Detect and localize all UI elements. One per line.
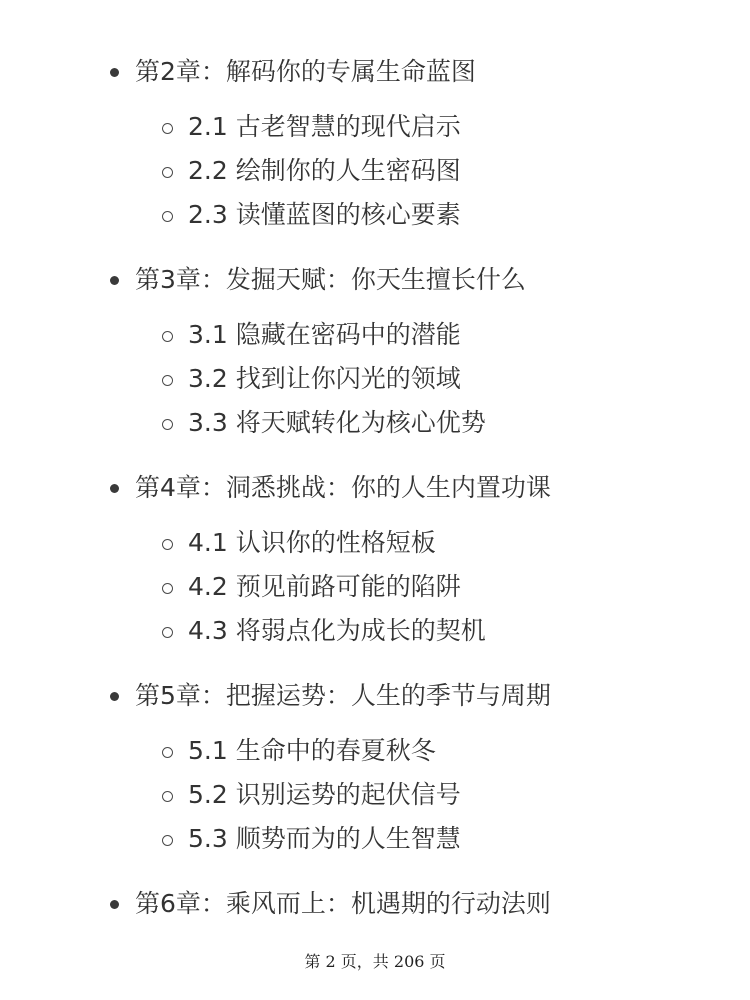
toc-section bbox=[0, 818, 750, 862]
toc-section bbox=[0, 774, 750, 818]
section-list bbox=[0, 100, 750, 252]
hollow-bullet-icon bbox=[162, 583, 173, 594]
hollow-bullet-icon bbox=[162, 211, 173, 222]
chapter-row bbox=[0, 668, 750, 724]
toc-section bbox=[0, 358, 750, 402]
section-title: 4.2 预见前路可能的陷阱 bbox=[188, 572, 461, 601]
toc-chapter bbox=[0, 460, 750, 668]
toc-section bbox=[0, 566, 750, 610]
filled-bullet-icon bbox=[110, 276, 119, 285]
section-title: 4.3 将弱点化为成长的契机 bbox=[188, 616, 486, 645]
filled-bullet-icon bbox=[110, 900, 119, 909]
section-title: 4.1 认识你的性格短板 bbox=[188, 528, 436, 557]
toc-section bbox=[0, 402, 750, 446]
hollow-bullet-icon bbox=[162, 331, 173, 342]
section-list bbox=[0, 724, 750, 876]
table-of-contents bbox=[0, 44, 750, 932]
chapter-row bbox=[0, 876, 750, 932]
section-title: 3.2 找到让你闪光的领域 bbox=[188, 364, 461, 393]
section-list bbox=[0, 516, 750, 668]
chapter-row bbox=[0, 252, 750, 308]
chapter-row bbox=[0, 460, 750, 516]
section-title: 3.3 将天赋转化为核心优势 bbox=[188, 408, 486, 437]
hollow-bullet-icon bbox=[162, 123, 173, 134]
hollow-bullet-icon bbox=[162, 167, 173, 178]
hollow-bullet-icon bbox=[162, 375, 173, 386]
section-title: 5.2 识别运势的起伏信号 bbox=[188, 780, 461, 809]
hollow-bullet-icon bbox=[162, 627, 173, 638]
section-title: 2.3 读懂蓝图的核心要素 bbox=[188, 200, 461, 229]
toc-section bbox=[0, 106, 750, 150]
filled-bullet-icon bbox=[110, 68, 119, 77]
chapter-title: 第3章：发掘天赋：你天生擅长什么 bbox=[135, 265, 526, 294]
chapter-title: 第6章：乘风而上：机遇期的行动法则 bbox=[135, 889, 551, 918]
hollow-bullet-icon bbox=[162, 791, 173, 802]
hollow-bullet-icon bbox=[162, 419, 173, 430]
chapter-title: 第4章：洞悉挑战：你的人生内置功课 bbox=[135, 473, 551, 502]
chapter-title: 第2章：解码你的专属生命蓝图 bbox=[135, 57, 476, 86]
toc-section bbox=[0, 194, 750, 238]
toc-chapter bbox=[0, 252, 750, 460]
toc-section bbox=[0, 522, 750, 566]
chapter-title: 第5章：把握运势：人生的季节与周期 bbox=[135, 681, 551, 710]
filled-bullet-icon bbox=[110, 692, 119, 701]
section-title: 5.3 顺势而为的人生智慧 bbox=[188, 824, 461, 853]
section-title: 2.2 绘制你的人生密码图 bbox=[188, 156, 461, 185]
section-list bbox=[0, 308, 750, 460]
section-title: 3.1 隐藏在密码中的潜能 bbox=[188, 320, 461, 349]
toc-chapter bbox=[0, 44, 750, 252]
toc-section bbox=[0, 314, 750, 358]
toc-chapter bbox=[0, 668, 750, 876]
toc-section bbox=[0, 730, 750, 774]
toc-section bbox=[0, 610, 750, 654]
section-title: 5.1 生命中的春夏秋冬 bbox=[188, 736, 436, 765]
filled-bullet-icon bbox=[110, 484, 119, 493]
hollow-bullet-icon bbox=[162, 747, 173, 758]
section-title: 2.1 古老智慧的现代启示 bbox=[188, 112, 461, 141]
hollow-bullet-icon bbox=[162, 835, 173, 846]
toc-section bbox=[0, 150, 750, 194]
toc-chapter bbox=[0, 876, 750, 932]
hollow-bullet-icon bbox=[162, 539, 173, 550]
page-number-footer: 第 2 页，共 206 页 bbox=[304, 952, 446, 971]
chapter-row bbox=[0, 44, 750, 100]
